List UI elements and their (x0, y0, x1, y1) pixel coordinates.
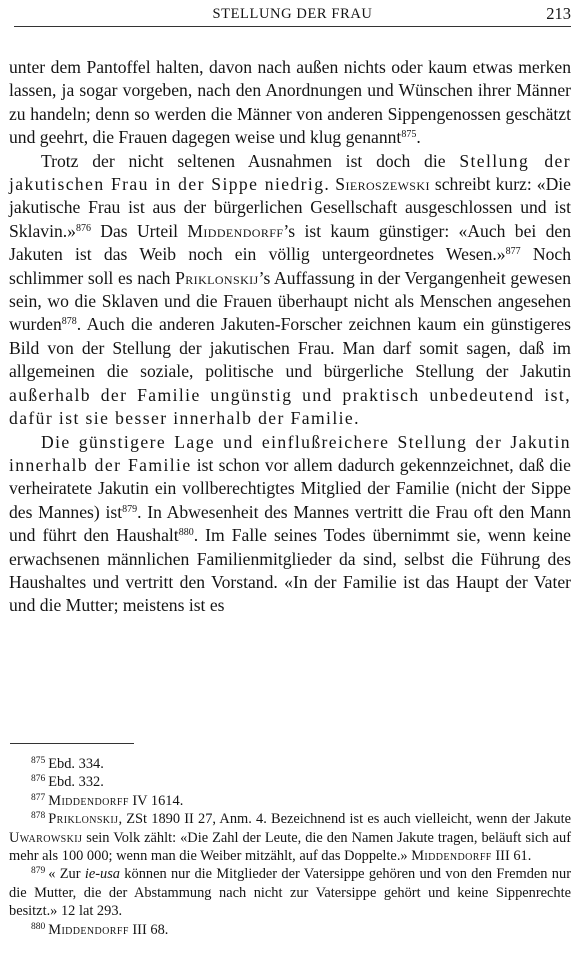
footnote-number: 879 (31, 866, 46, 877)
footnote-number: 880 (31, 921, 46, 932)
text-run: . (416, 127, 421, 148)
text-run: . Auch die anderen Jakuten-Forscher zeichnen kaum ein günstigeres Bild von der Stellung der jakutischen Frau. Man darf somit sagen, daß im allgemeinen die soziale, politische und bürgerliche Stellung der Jakutin (9, 314, 571, 382)
text-run: schreibt kurz: «Die jakutische Frau ist aus der bürgerlichen Gesellschaft ausgeschlossen und ist Sklavin.» (9, 174, 571, 241)
text-run: Ebd. 332. (48, 774, 104, 791)
text-run: können nur die Mitglieder der Vatersippe gehören und von den Fremden nur die Mutter, die der Abstammung nach nicht zur Vatersippe gehört und keine Sippenrechte besitzt.» 12 lat 293. (9, 866, 571, 920)
author-name: Middendorff (48, 792, 129, 809)
text-run: IV 1614. (128, 792, 184, 809)
footnote-number: 876 (31, 774, 46, 785)
footnote-875 (9, 755, 571, 773)
footnote-878 (9, 810, 571, 865)
text-run: Noch schlimmer soll es nach (9, 244, 571, 288)
page-header (14, 4, 571, 26)
text-run: ’s ist kaum günstiger: «Auch bei den Jakuten ist das Weib noch ein völlig untergeordnetes Wesen.» (9, 220, 571, 265)
text-run: Ebd. 334. (48, 756, 104, 772)
footnote-reference: 880 (178, 527, 194, 539)
header-rule (14, 26, 571, 27)
footnote-reference: 875 (401, 129, 417, 141)
spaced-emphasis: Die günstigere Lage und einflußreichere Stellung der Jakutin innerhalb der Familie (9, 431, 571, 475)
footnote-879 (9, 865, 571, 920)
text-run: « Zur (48, 866, 85, 883)
author-name: Priklonskij (175, 267, 259, 288)
author-name: Middendorff (187, 220, 284, 241)
italic-term: ie-usa (84, 866, 120, 883)
paragraph-1 (9, 56, 571, 150)
footnote-876 (9, 773, 571, 791)
footnotes (9, 755, 571, 939)
author-name: Middendorff (411, 848, 492, 865)
footnote-reference: 877 (505, 246, 521, 258)
running-title: STELLUNG DER FRAU (212, 6, 373, 22)
text-run: III 68. (128, 921, 169, 938)
text-run: sein Volk zählt: «Die Zahl der Leute, die den Namen Jakute tragen, beläuft sich auf mehr als 100 000; wenn man die Weiber mitzählt, auf das Doppelte.» (9, 829, 571, 865)
page-number: 213 (546, 4, 571, 23)
text-run: . In Abwesenheit des Mannes vertritt die Frau oft den Mann und führt den Haushalt (9, 501, 572, 546)
footnote-number: 875 (31, 756, 46, 766)
text-run: , ZSt 1890 II 27, Anm. 4. Bezeichnend ist es auch vielleicht, wenn der Jakute (118, 811, 571, 828)
author-name: Priklonskij (48, 811, 119, 828)
text-run: Trotz der nicht seltenen Ausnahmen ist doch die (41, 150, 460, 171)
footnote-880 (9, 921, 571, 939)
text-run: ist schon vor allem dadurch gekennzeichnet, daß die verheiratete Jakutin ein vollberechtigtes Mitglied der Familie (nicht der Sippe des Mannes) ist (9, 454, 571, 522)
paragraph-2 (9, 150, 571, 431)
author-name: Middendorff (48, 921, 129, 938)
body-text (9, 56, 571, 618)
author-name: Sieroszewski (335, 174, 430, 195)
spaced-emphasis: Stellung der jakutischen Frau in der Sippe niedrig. (9, 150, 571, 195)
text-run: Das Urteil (90, 220, 188, 241)
footnote-rule (10, 743, 134, 744)
footnote-reference: 876 (75, 222, 91, 234)
footnote-reference: 878 (61, 316, 77, 328)
text-run: III 61. (491, 848, 532, 865)
author-name: Uwarowskij (9, 829, 83, 846)
footnote-877 (9, 792, 571, 810)
footnote-number: 877 (31, 792, 46, 803)
footnote-number: 878 (31, 811, 46, 822)
text-run: unter dem Pantoffel halten, davon nach außen nichts oder kaum etwas merken lassen, ja sogar vorgeben, nach den Anordnungen und Wünschen ihrer Männer zu handeln; denn so werden die Männer von anderen Sippengenossen geschätzt und geehrt, die Frauen dagegen weise und klug genannt (9, 57, 571, 148)
spaced-emphasis: außerhalb der Familie ungünstig und praktisch unbedeutend ist, dafür ist sie besser innerhalb der Familie. (9, 384, 571, 429)
footnote-reference: 879 (122, 503, 138, 515)
text-run: ’s Auffassung in der Vergangenheit gewesen sein, wo die Sklaven und die Frauen überhaupt nicht als Menschen angesehen wurden (9, 267, 572, 335)
text-run: . Im Falle seines Todes übernimmt sie, wenn keine erwachsenen männlichen Familienmitglieder da sind, selbst die Führung des Haushaltes und vertritt den Vorstand. «In der Familie ist das Haupt der Vater und die Mutter; meistens ist es (9, 525, 571, 616)
paragraph-3 (9, 431, 571, 618)
